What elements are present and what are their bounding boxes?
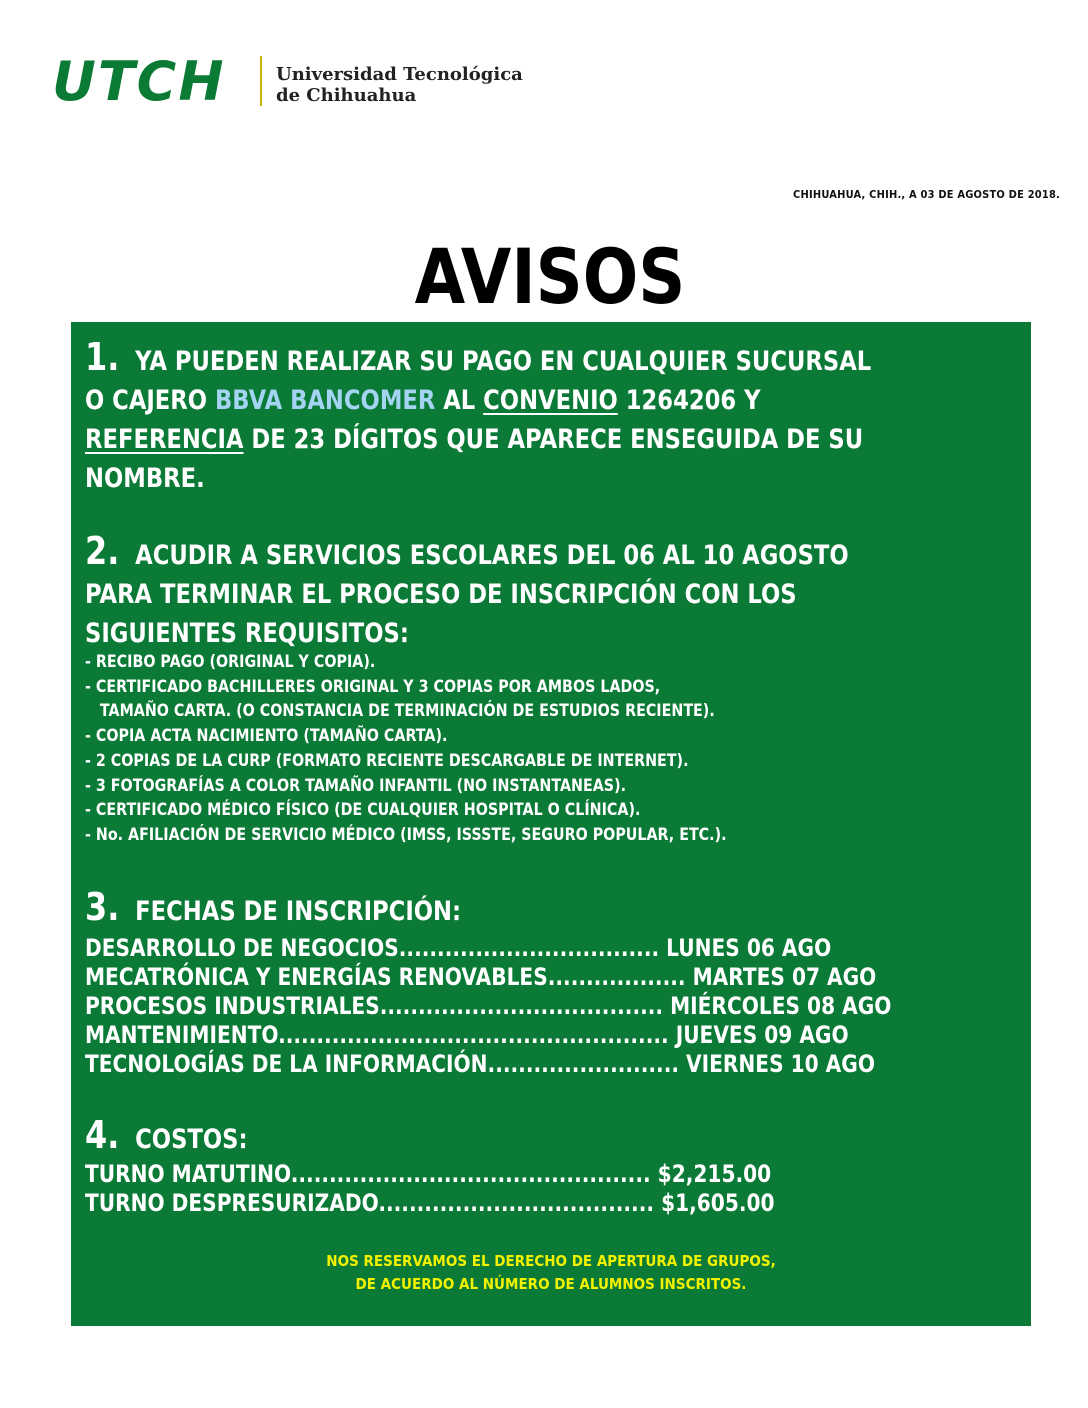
date-row: PROCESOS INDUSTRIALES..................................... MIÉRCOLES 08 AGO <box>85 992 892 1020</box>
requirement-item: - CERTIFICADO BACHILLERES ORIGINAL Y 3 COPIAS POR AMBOS LADOS, <box>85 676 661 697</box>
convenio-label: CONVENIO <box>483 385 618 416</box>
requirement-item: - 3 FOTOGRAFÍAS A COLOR TAMAÑO INFANTIL (NO INSTANTANEAS). <box>85 775 627 796</box>
requirement-item: TAMAÑO CARTA. (O CONSTANCIA DE TERMINACIÓN DE ESTUDIOS RECIENTE). <box>85 701 715 722</box>
section-1-line-4: NOMBRE. <box>85 463 205 494</box>
section-number: 1. <box>85 335 120 379</box>
section-1-line-2: O CAJERO BBVA BANCOMER AL CONVENIO 1264206 Y <box>85 385 761 416</box>
referencia-label: REFERENCIA <box>85 424 244 455</box>
section-number: 2. <box>85 529 120 573</box>
requirement-item: - CERTIFICADO MÉDICO FÍSICO (DE CUALQUIER HOSPITAL O CLÍNICA). <box>85 800 641 821</box>
section-2-line-3: SIGUIENTES REQUISITOS: <box>85 618 409 649</box>
page-title: AVISOS <box>414 232 686 321</box>
requirement-item: - 2 COPIAS DE LA CURP (FORMATO RECIENTE DESCARGABLE DE INTERNET). <box>85 750 689 771</box>
date-row: DESARROLLO DE NEGOCIOS.................................. LUNES 06 AGO <box>85 934 832 962</box>
notice-line-2: DE ACUERDO AL NÚMERO DE ALUMNOS INSCRITOS. <box>355 1275 747 1293</box>
institution-line-2: de Chihuahua <box>276 85 417 106</box>
section-1-line-1: 1. YA PUEDEN REALIZAR SU PAGO EN CUALQUIER SUCURSAL <box>85 335 872 379</box>
date-row: MECATRÓNICA Y ENERGÍAS RENOVABLES.................. MARTES 07 AGO <box>85 963 877 991</box>
requirements-list <box>85 650 727 848</box>
group-opening-notice <box>71 1250 1031 1296</box>
institution-line-1: Universidad Tecnológica <box>276 64 523 85</box>
header <box>52 50 572 113</box>
notice-panel <box>71 322 1031 1326</box>
section-2-line-2: PARA TERMINAR EL PROCESO DE INSCRIPCIÓN CON LOS <box>85 579 797 610</box>
institution-name <box>276 64 523 106</box>
utch-logo: UTCH <box>52 50 226 113</box>
section-2-line-1: 2. ACUDIR A SERVICIOS ESCOLARES DEL 06 AL 10 AGOSTO <box>85 529 849 573</box>
section-3-heading: 3. FECHAS DE INSCRIPCIÓN: <box>85 885 462 929</box>
section-4-heading: 4. COSTOS: <box>85 1113 248 1157</box>
date-line: CHIHUAHUA, CHIH., A 03 DE AGOSTO DE 2018. <box>793 188 1060 201</box>
cost-row: TURNO DESPRESURIZADO.................................... $1,605.00 <box>85 1189 775 1217</box>
cost-row: TURNO MATUTINO............................................... $2,215.00 <box>85 1160 772 1188</box>
notice-line-1: NOS RESERVAMOS EL DERECHO DE APERTURA DE GRUPOS, <box>326 1252 776 1270</box>
date-row: MANTENIMIENTO................................................... JUEVES 09 AGO <box>85 1021 849 1049</box>
section-number: 3. <box>85 885 120 929</box>
section-number: 4. <box>85 1113 120 1157</box>
bank-name: BBVA BANCOMER <box>214 385 436 416</box>
requirement-item: - COPIA ACTA NACIMIENTO (TAMAÑO CARTA). <box>85 726 448 747</box>
convenio-number: 1264206 Y <box>625 385 761 416</box>
enrollment-dates <box>85 934 891 1079</box>
requirement-item: - RECIBO PAGO (ORIGINAL Y COPIA). <box>85 652 376 672</box>
section-1-line-3: REFERENCIA DE 23 DÍGITOS QUE APARECE ENSEGUIDA DE SU <box>85 424 864 455</box>
section-2 <box>85 529 849 653</box>
requirement-item: - No. AFILIACIÓN DE SERVICIO MÉDICO (IMSS, ISSSTE, SEGURO POPULAR, ETC.). <box>85 824 727 845</box>
logo-divider <box>260 56 262 106</box>
section-1 <box>85 335 872 498</box>
date-row: TECNOLOGÍAS DE LA INFORMACIÓN......................... VIERNES 10 AGO <box>85 1050 875 1078</box>
costs-list <box>85 1160 775 1218</box>
